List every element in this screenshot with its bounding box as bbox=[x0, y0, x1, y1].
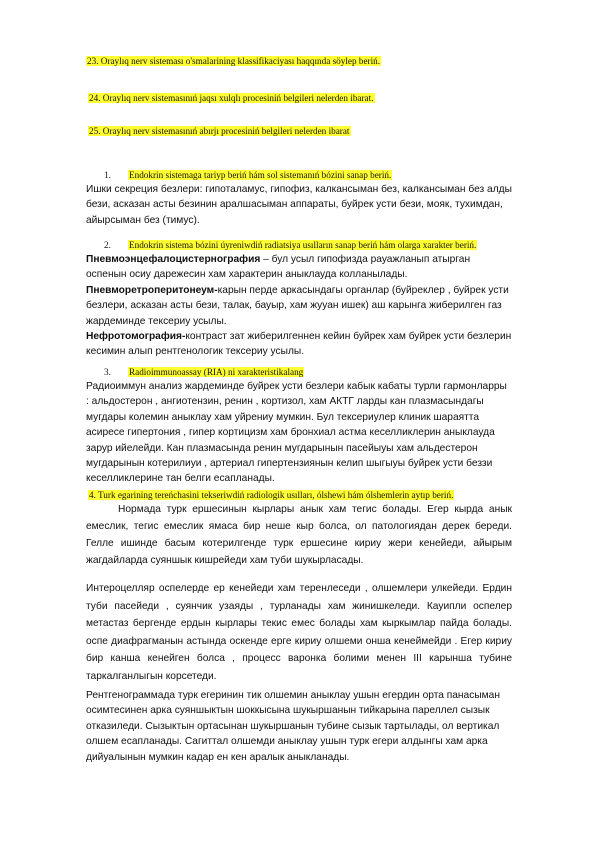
section-1-heading bbox=[128, 170, 392, 181]
term-2-description: карын перде аркасындагы органлар (буйреклер , буйрек усти безлери, асказан асты бези, талак, бауыр, хам жууан ишек) аш карынга жиберилген газ жардеминде тексериу усылы. bbox=[86, 285, 509, 327]
question-23 bbox=[86, 56, 381, 67]
section-2-heading-text: Endokrin sistema bózini úyreniwdiń radiatsiya usılların sanap beriń hám olarga xarakter beriń. bbox=[129, 240, 477, 250]
question-25 bbox=[88, 126, 351, 137]
term-pneumoretroperitoneum: Пневморетроперитонеум- bbox=[86, 285, 218, 296]
section-1-heading-text: Endokrin sistemaga tariyp beriń hám sol sistemanıń bózini sanap beriń. bbox=[129, 170, 392, 180]
section-4-paragraph-1: Нормада турк ершесинын кырлары анык хам тегис болады. Егер кырда анык емеслик, тегис емеслик ямаса бир неше кыр болса, ол патологиядан дерек береди. Гелле ишинде басым котерилгенде турк ершесине кириу жери кенейеди, айырым жагдайларда суяншык кишрейеди хам туби шукырласады. bbox=[86, 504, 512, 566]
section-2-paragraph-3 bbox=[86, 329, 512, 360]
question-25-text: 25. Oraylıq nerv sistemasınıń abırjı procesiniń belgileri nelerden ibarat bbox=[89, 126, 350, 136]
term-1-description: – бул усыл гипофизда рауажланып атырган оспенын осиу дарежесин хам характерин аныклауда колланылады. bbox=[86, 254, 471, 281]
section-3-heading-text: Radioimmunoassay (RIA) ni xarakteristikalang bbox=[129, 367, 304, 377]
section-4-paragraph-2: Интероцелляр оспелерде ер кенейеди хам терeнлеседи , олшемлери улкейеди. Ердин туби пасейеди , суянчик узаяды , турланады хам жинишкеледи. Кауипли оспелер метастаз бергенде ердын кырлары текис емес болады хам кыркымлар пайда болады. оспе диафрагманын астында оскенде ерге кириу олшеми онша кенеймейди . Егер кириу бир канша кенейген болса , процесс варонка болими менен III карынша тубине таркалганлыгын корсетеди. bbox=[86, 583, 512, 682]
question-24-text: 24. Oraylıq nerv sistemasınıń jaqsı xulqlı procesiniń belgileri nelerden ibarat. bbox=[89, 93, 374, 103]
section-2-paragraph-2 bbox=[86, 283, 512, 329]
question-23-text: 23. Oraylıq nerv sisteması o'smalarining klassifikaciyası haqqında söylep beriń. bbox=[87, 56, 381, 66]
section-1-number: 1. bbox=[104, 170, 111, 180]
section-2-number: 2. bbox=[104, 240, 111, 250]
section-4-heading-text: 4. Turk egarining tereńchasini tekseriwdiń radiologik usılları, ólshewi hám ólshemlerin aytıp beriń. bbox=[89, 490, 454, 500]
section-3-number: 3. bbox=[104, 367, 111, 377]
section-3-body: Радиоиммун анализ жардеминде буйрек усти безлери кабык кабаты турли гармонларры : альдостерон , ангиотензин, ренин , кортизол, хам АКТГ ларды кан плазмасындагы мугдары колемин аныклау хам уйрениу мумкин. Бул тексериулер клиник шараятта асиресе гипертония , гипер кортицизм хам бронхиал астма кеселликлерин аныклауда зарур ийелейди. Кан плазмасында ренин мугдарынын пасейыуы хам альдестерон мугдарынын котерилиуи , артериал гипертензиянын келип шыгыуы буйрек усти беззи кеселликлерине тан белги есапланады. bbox=[86, 381, 507, 485]
section-2-heading bbox=[128, 240, 477, 251]
term-3-description: контраст зат жиберилгеннен кейин буйрек хам буйрек усти безлерин кесимин алып рентгенологик тексериу усылы. bbox=[86, 331, 512, 358]
section-2-paragraph-1 bbox=[86, 252, 512, 283]
section-4-heading bbox=[88, 490, 454, 501]
question-24 bbox=[88, 93, 375, 104]
term-pneumoencephalocisternography: Пневмоэнцефалоцистернография bbox=[86, 254, 261, 265]
section-3-heading bbox=[128, 367, 304, 378]
term-nephrotomography: Нефротомография- bbox=[86, 331, 186, 342]
section-1-body: Ишки секреция безлери: гипоталамус, гипофиз, калкансыман без, калкансыман без алды бези, асказан асты безинин аралшасыман аппараты, буйрек усти бези, мояк, тухимдан, айырсыман без (тимус). bbox=[86, 184, 512, 226]
section-4-paragraph-3: Рентгенограммада турк егеринин тик олшемин аныклау ушын егердин орта панасыман осимтесинен арка суяншыктын шоккысына шукыршанын тийкарына пареллел сызык отказиледи. Сызыктын ортасынан шукыршанын тубине сызык тартылады, ол вертикал олшем есапланады. Сагиттал олшемди аныклау ушын турк егери алдынгы хам арка дийуалынын мумкин кадар ен кен аралык аныкланады. bbox=[86, 690, 500, 763]
